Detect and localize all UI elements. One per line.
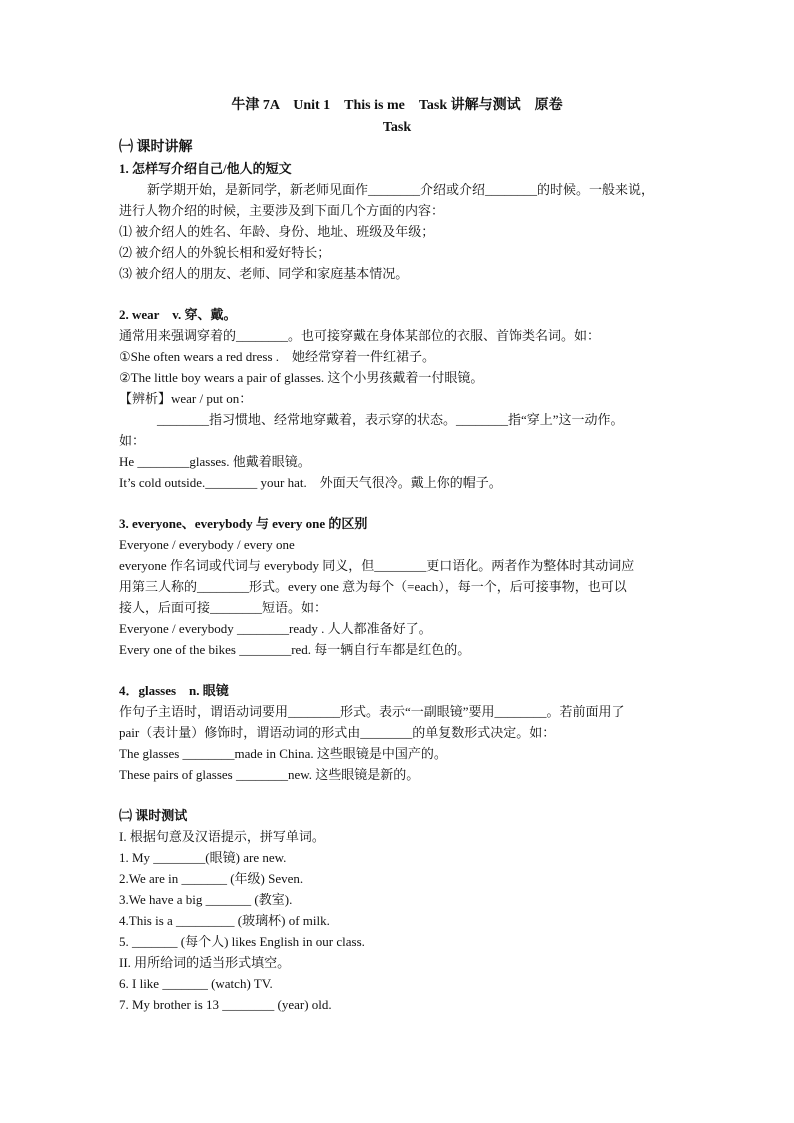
- section-1-heading: ㈠ 课时讲解: [119, 140, 193, 155]
- point-4-line-4: These pairs of glasses ________new. 这些眼镜是新的。: [119, 767, 420, 782]
- point-3-line-1: Everyone / everybody / every one: [119, 537, 295, 552]
- test-question-1: 1. My ________(眼镜) are new.: [119, 850, 287, 865]
- test-question-7: 7. My brother is 13 ________ (year) old.: [119, 997, 332, 1012]
- test-question-6: 6. I like _______ (watch) TV.: [119, 976, 273, 991]
- point-2-line-3: ②The little boy wears a pair of glasses. 这个小男孩戴着一付眼镜。: [119, 370, 484, 385]
- point-3-line-6: Every one of the bikes ________red. 每一辆自行车都是红色的。: [119, 642, 471, 657]
- point-2-line-8: It’s cold outside.________ your hat. 外面天气很冷。戴上你的帽子。: [119, 475, 502, 490]
- point-2-line-2: ①She often wears a red dress . 她经常穿着一件红裙子。: [119, 349, 436, 364]
- point-3-line-3: 用第三人称的________形式。every one 意为每个（=each），每一个，后可接事物，也可以: [119, 579, 627, 594]
- point-2-line-5: ________指习惯地、经常地穿戴着，表示穿的状态。________指“穿上”这一动作。: [157, 412, 624, 427]
- point-3-line-5: Everyone / everybody ________ready . 人人都准备好了。: [119, 621, 432, 636]
- point-1-line-3: ⑴ 被介绍人的姓名、年龄、身份、地址、班级及年级；: [119, 224, 435, 239]
- point-2-line-4: 【辨析】wear / put on：: [119, 391, 253, 406]
- point-2-line-7: He ________glasses. 他戴着眼镜。: [119, 454, 311, 469]
- point-3-heading: 3. everyone、everybody 与 every one 的区别: [119, 516, 368, 531]
- test-question-2: 2.We are in _______ (年级) Seven.: [119, 871, 304, 886]
- point-3-line-4: 接人，后面可接________短语。如：: [119, 600, 328, 615]
- point-4-heading: 4．glasses n. 眼镜: [119, 683, 229, 698]
- point-2-line-1: 通常用来强调穿着的________。也可接穿戴在身体某部位的衣服、首饰类名词。如：: [119, 328, 601, 343]
- doc-title: 牛津 7A Unit 1 This is me Task 讲解与测试 原卷: [231, 98, 563, 113]
- point-4-line-2: pair（表计量）修饰时，谓语动词的形式由________的单复数形式决定。如：: [119, 725, 556, 740]
- doc-subtitle: Task: [382, 120, 412, 135]
- point-4-line-3: The glasses ________made in China. 这些眼镜是中国产的。: [119, 746, 447, 761]
- point-2-heading: 2. wear v. 穿、戴。: [119, 307, 237, 322]
- point-1-line-4: ⑵ 被介绍人的外貌长相和爱好特长；: [119, 245, 331, 260]
- test-part-ii-heading: II. 用所给词的适当形式填空。: [119, 955, 291, 970]
- test-question-3: 3.We have a big _______ (教室).: [119, 892, 293, 907]
- test-question-4: 4.This is a _________ (玻璃杯) of milk.: [119, 913, 330, 928]
- test-part-i-heading: I. 根据句意及汉语提示，拼写单词。: [119, 829, 325, 844]
- test-question-5: 5. _______ (每个人) likes English in our class.: [119, 934, 365, 949]
- point-1-heading: 1. 怎样写介绍自己/他人的短文: [119, 161, 292, 176]
- point-1-line-2: 进行人物介绍的时候，主要涉及到下面几个方面的内容：: [119, 203, 445, 218]
- point-2-line-6: 如：: [119, 433, 146, 448]
- point-1-line-5: ⑶ 被介绍人的朋友、老师、同学和家庭基本情况。: [119, 266, 409, 281]
- point-4-line-1: 作句子主语时，谓语动词要用________形式。表示“一副眼镜”要用________。若前面用了: [119, 704, 625, 719]
- section-2-heading: ㈡ 课时测试: [119, 808, 188, 823]
- point-1-line-1: 新学期开始，是新同学，新老师见面作________介绍或介绍________的时候。一般来说，: [147, 182, 655, 197]
- point-3-line-2: everyone 作名词或代词与 everybody 同义，但________更口语化。两者作为整体时其动词应: [119, 558, 635, 573]
